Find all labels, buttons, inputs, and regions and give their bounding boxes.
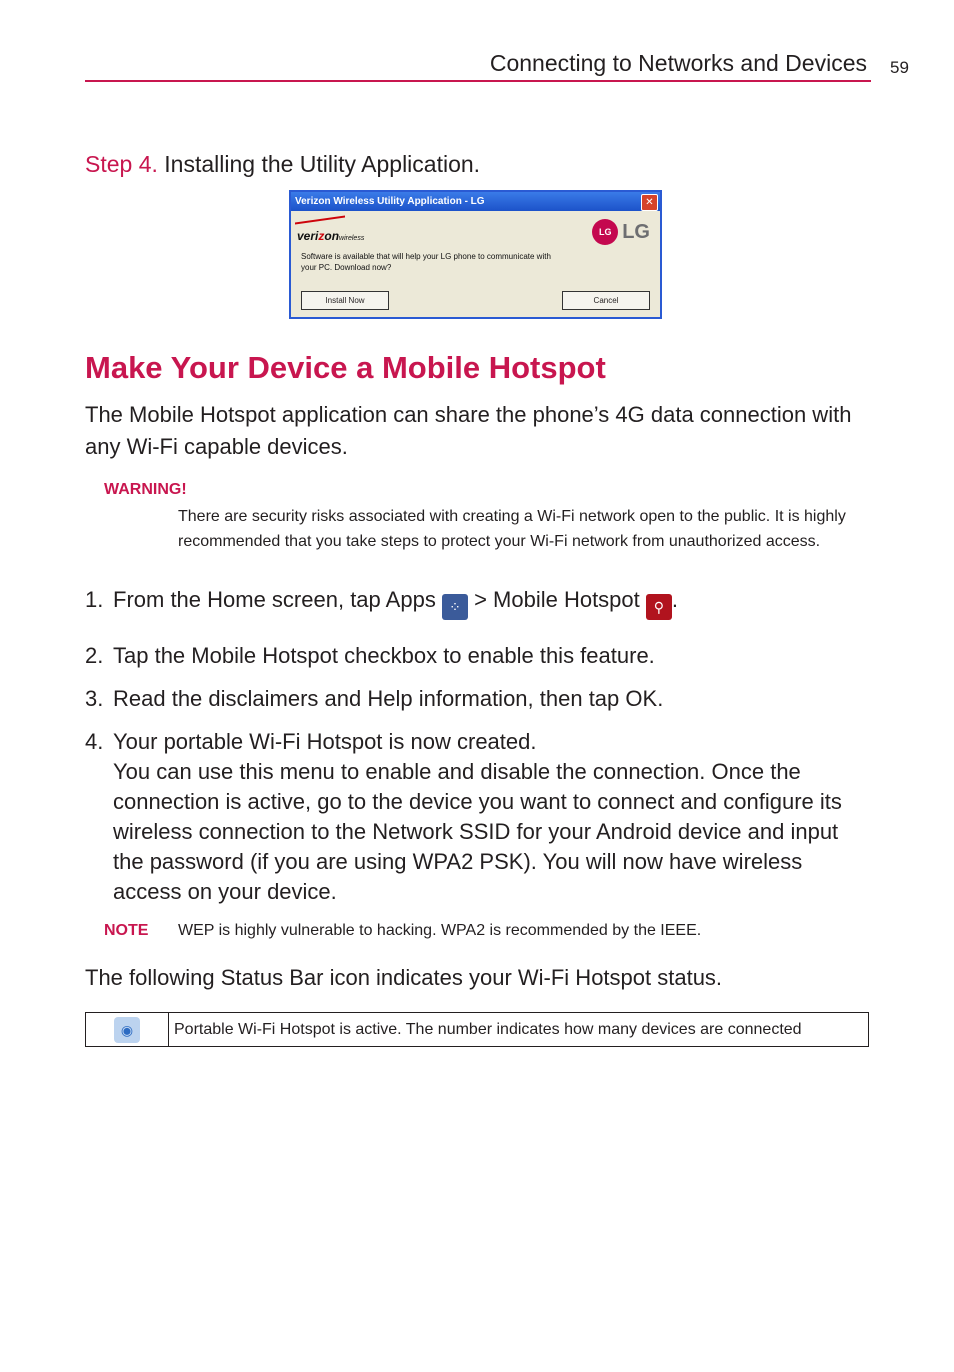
note-label: NOTE	[104, 922, 149, 939]
mobile-hotspot-term: Mobile Hotspot	[493, 587, 640, 612]
apps-term: Apps	[385, 587, 436, 612]
status-icon-table	[85, 1012, 869, 1047]
verizon-brand-post: on	[324, 229, 340, 243]
list-body	[113, 585, 873, 620]
status-intro: The following Status Bar icon indicates your Wi-Fi Hotspot status.	[85, 965, 723, 990]
dialog-title: Verizon Wireless Utility Application - LG	[295, 196, 485, 207]
warning-label: WARNING!	[104, 481, 187, 498]
step1-end: .	[671, 587, 679, 612]
wifi-hotspot-status-icon: ◉	[114, 1017, 140, 1043]
utility-dialog-screenshot	[289, 190, 662, 319]
step3-pre: Read the disclaimers and Help information, then tap	[113, 686, 626, 711]
step4-line2: You can use this menu to enable and disable the connection. Once the connection is active, go to the device you want to connect and configure its wireless connection to the Network SSID for your Android device and input the password (if you are using WPA2 PSK). You will now have wireless access on your device.	[113, 759, 842, 904]
verizon-brand-pre: veri	[297, 229, 319, 243]
status-description: Portable Wi-Fi Hotspot is active. The number indicates how many devices are connected	[174, 1021, 802, 1038]
mobile-hotspot-icon: ⚲	[646, 594, 672, 620]
close-icon[interactable]: ✕	[641, 194, 658, 211]
step2-term: Mobile Hotspot	[191, 643, 339, 668]
install-now-button[interactable]: Install Now	[301, 291, 389, 310]
lg-logo	[592, 219, 650, 245]
warning-text: There are security risks associated with creating a Wi-Fi network open to the public. It is highly recommended that you take steps to protect your Wi-Fi network from unauthorized access.	[178, 508, 846, 550]
list-item	[85, 641, 655, 671]
intro-paragraph	[85, 399, 885, 463]
lg-circle-icon: LG	[592, 219, 618, 245]
step3-term: OK	[625, 686, 658, 711]
page-number: 59	[890, 58, 909, 77]
lg-brand: LG	[622, 220, 650, 243]
step3-post: .	[657, 686, 664, 711]
verizon-sub: wireless	[339, 235, 365, 242]
step4-line1: Your portable Wi-Fi Hotspot is now created.	[113, 729, 537, 754]
intro-pre: The	[85, 402, 130, 427]
list-number: 2.	[85, 643, 104, 668]
status-icon-cell	[86, 1013, 169, 1046]
list-item	[85, 684, 664, 714]
list-number: 3.	[85, 686, 104, 711]
dialog-titlebar	[291, 192, 660, 211]
step-text: Installing the Utility Application.	[164, 151, 481, 177]
list-body	[113, 641, 873, 671]
list-number: 1.	[85, 587, 104, 612]
list-item	[85, 585, 679, 615]
section-title: Make Your Device a Mobile Hotspot	[85, 350, 606, 385]
list-number: 4.	[85, 729, 104, 754]
intro-term: Mobile Hotspot	[129, 402, 276, 427]
step-label: Step 4.	[85, 151, 158, 177]
note-text: WEP is highly vulnerable to hacking. WPA2 is recommended by the IEEE.	[178, 922, 702, 939]
step1-pre: From the Home screen, tap	[113, 587, 386, 612]
chapter-title: Connecting to Networks and Devices	[489, 50, 867, 76]
list-body	[113, 727, 873, 907]
dialog-message: Software is available that will help your LG phone to communicate with your PC. Download now?	[301, 252, 551, 272]
dialog-body	[291, 211, 660, 317]
step2-pre: Tap the	[113, 643, 192, 668]
verizon-brand-red: z	[318, 229, 325, 243]
verizon-logo	[297, 229, 364, 243]
step1-sep: >	[467, 587, 494, 612]
step2-post: checkbox to enable this feature.	[338, 643, 655, 668]
apps-icon: ⁘	[442, 594, 468, 620]
step-heading	[85, 151, 480, 178]
header-rule	[85, 80, 871, 82]
cancel-button[interactable]: Cancel	[562, 291, 650, 310]
list-body	[113, 684, 873, 714]
intro-post: application can share the phone’s 4G data connection with any Wi-Fi capable devices.	[85, 402, 852, 459]
list-item	[85, 727, 842, 904]
